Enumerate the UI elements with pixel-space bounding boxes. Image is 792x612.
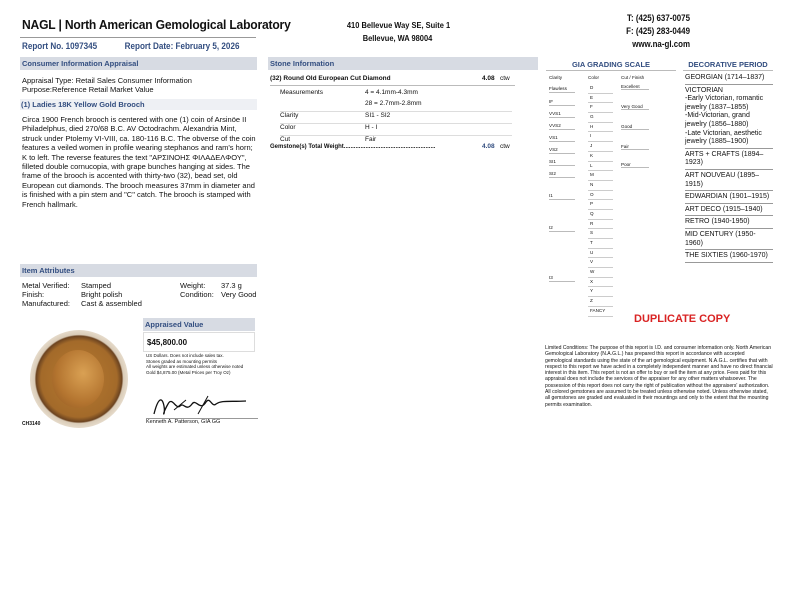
decorative-period: ART NOUVEAU (1895–1915): [685, 170, 773, 191]
clarity-grade: VS2: [549, 147, 575, 154]
clarity-grade: I3: [549, 275, 575, 282]
stone-row-value: H - I: [365, 124, 512, 136]
metal-value: Stamped: [81, 281, 112, 290]
color-grade: G: [588, 113, 613, 123]
color-grade: E: [588, 94, 613, 104]
clarity-grade: SI1: [549, 159, 575, 166]
clarity-header: Clarity: [549, 75, 563, 80]
color-grade: O: [588, 191, 613, 201]
stone-unit: ctw: [500, 75, 510, 82]
color-grade: Z: [588, 297, 613, 307]
note-stones: Stones graded as mounting permits: [146, 358, 218, 364]
brooch-photo: [30, 330, 128, 428]
cut-grade: Fair: [621, 144, 649, 150]
address-line-2: Bellevue, WA 98004: [362, 33, 433, 43]
condition-label: Condition:: [180, 290, 214, 299]
color-grade: J: [588, 142, 613, 152]
report-number: Report No. 1097345: [22, 41, 98, 51]
appraised-notes: [146, 353, 256, 375]
grading-rule: [546, 70, 676, 71]
color-grade: L: [588, 162, 613, 172]
stone-row: [280, 89, 512, 100]
clarity-grade: I2: [549, 225, 575, 232]
condition-value: Very Good: [221, 290, 257, 299]
limited-conditions: Limited Conditions: The purpose of this report is I.D. and consumer information only. North American Gemological Laboratory (N.A.G.L.) has prepared this report in accordance with accepted gemological standards using the state of the art gemological equipment. N.A.G.L. certifies that with respect to this report we have acted in a completely independent manner and have no direct financial interest in this item. This report is not an offer to buy or sell the item at any price. Fees paid for this appraisal does not include the services of the appraiser for any other matters whatsoever. The possession of this report does not carry the right of publication without the appraisers' authorization. All colored gemstones are assumed to be treated unless otherwise noted. Unless otherwise stated, all gemstones are graded and evaluated in their mountings and only to the extent that the mounting permits examination.: [545, 345, 773, 408]
total-weight-unit: ctw: [500, 143, 510, 150]
note-usd: US Dollars. Does not include sales tax.: [146, 353, 224, 358]
stone-rule: [270, 85, 515, 86]
stone-row-label: [280, 100, 365, 112]
appraisal-purpose: Purpose:Reference Retail Market Value: [22, 85, 154, 94]
stone-title: (32) Round Old European Cut Diamond: [270, 75, 391, 82]
weight-value: 37.3 g: [221, 281, 242, 290]
stone-row-label: Clarity: [280, 112, 365, 124]
color-grade: Y: [588, 287, 613, 297]
clarity-grade: VVS2: [549, 123, 575, 130]
lab-title: NAGL | North American Gemological Laboratory: [22, 17, 291, 32]
color-grade: P: [588, 200, 613, 210]
gold-price: Gold $4,875.00 (Metal Prices per Troy Oz): [146, 369, 231, 375]
decorative-title: DECORATIVE PERIOD: [688, 60, 768, 69]
color-grade: K: [588, 152, 613, 162]
stone-weight: 4.08: [482, 75, 495, 82]
item-code: CH3140: [22, 421, 41, 427]
stone-table: [280, 89, 512, 147]
decorative-period: THE SIXTIES (1960-1970): [685, 250, 773, 263]
report-line: [22, 41, 265, 51]
signature-image: [150, 392, 250, 420]
total-weight-label: Gemstone(s) Total Weight.......................................................: [270, 144, 436, 150]
clarity-grade: Flawless: [549, 86, 575, 93]
clarity-grade: VS1: [549, 135, 575, 142]
stone-row-value: Fair: [365, 136, 512, 148]
finish-value: Bright polish: [81, 290, 123, 299]
decorative-list: [685, 72, 773, 263]
website-link[interactable]: www.na-gl.com: [632, 39, 690, 49]
stone-row-value: SI1 - SI2: [365, 112, 512, 124]
color-grade: S: [588, 229, 613, 239]
color-grade: N: [588, 181, 613, 191]
stone-row-value: 4 = 4.1mm-4.3mm: [365, 89, 418, 96]
color-grade: U: [588, 249, 613, 259]
stone-row-label: Measurements: [280, 89, 323, 96]
value-box: [143, 332, 255, 352]
color-grade: T: [588, 239, 613, 249]
lab-contact: [611, 12, 690, 51]
color-grade: H: [588, 123, 613, 133]
manufactured-label: Manufactured:: [22, 299, 70, 308]
phone: T: (425) 637-0075: [627, 13, 690, 23]
duplicate-stamp: DUPLICATE COPY: [634, 313, 731, 325]
clarity-grade: I1: [549, 193, 575, 200]
total-weight-value: 4.08: [482, 143, 495, 150]
appraised-value: $45,800.00: [147, 338, 188, 347]
color-grade: F: [588, 103, 613, 113]
report-date: Report Date: February 5, 2026: [124, 41, 240, 51]
decorative-period: GEORGIAN (1714–1837): [685, 72, 773, 85]
color-grade: D: [588, 84, 613, 94]
stone-row-value: 28 = 2.7mm-2.8mm: [365, 100, 422, 107]
clarity-grade: IF: [549, 99, 575, 106]
color-grade: M: [588, 171, 613, 181]
decorative-rule: [683, 70, 773, 71]
stone-row-label: Cut: [280, 136, 365, 148]
signer-name: Kenneth A. Patterson, GIA GG: [146, 419, 221, 425]
decorative-period: MID CENTURY (1950-1960): [685, 229, 773, 250]
stone-row: [280, 112, 512, 124]
color-grade: W: [588, 268, 613, 278]
color-grade: I: [588, 132, 613, 142]
address-line-1: 410 Bellevue Way SE, Suite 1: [346, 20, 451, 30]
clarity-grade: SI2: [549, 171, 575, 178]
color-scale: [588, 84, 613, 317]
manufactured-value: Cast & assembled: [81, 299, 142, 308]
cut-header: Cut / Finish: [621, 75, 645, 80]
color-grade: R: [588, 220, 613, 230]
attributes-section-header: Item Attributes: [20, 264, 257, 277]
color-grade: Q: [588, 210, 613, 220]
stone-row: [280, 100, 512, 112]
consumer-section-header: Consumer Information Appraisal: [20, 57, 257, 70]
item-title: (1) Ladies 18K Yellow Gold Brooch: [20, 99, 257, 110]
clarity-grade: VVS1: [549, 111, 575, 118]
cut-grade: Very Good: [621, 104, 649, 110]
fax: F: (425) 283-0449: [626, 26, 690, 36]
decorative-period: EDWARDIAN (1901–1915): [685, 191, 773, 204]
metal-label: Metal Verified:: [22, 281, 70, 290]
grading-title: GIA GRADING SCALE: [571, 60, 651, 69]
stone-row: [280, 124, 512, 136]
decorative-period: VICTORIAN -Early Victorian, romantic jewelry (1837–1855) -Mid-Victorian, grand jewelry (1856–1880) -Late Victorian, aesthetic jewelry (1885–1900): [685, 85, 773, 149]
lab-address: [346, 19, 451, 45]
item-description: Circa 1900 French brooch is centered with one (1) coin of Arsinöe II Philadelphus, died 270/68 B.C. AV Octodrachm. Alexandria Mint, struck under Ptolemy VI-VIII, ca. 180-116 B.C. The obverse of the coin features a veiled women in profile wearing stephanos and ram's horn; K to left. The reverse features the text "ΑΡΣΙΝΟΗΣ ΦΙΛΑΔΕΛΦΟΥ", filleted double cornucopia, with grape bunches hanging at sides. The frame of the brooch is accented with thirty-two (32), bead set, old European cut diamonds. The brooch measures 37mm in diameter and is finished with a pin stem and "C" catch. The brooch is stamped with French hallmark.: [22, 115, 256, 209]
appraised-section-header: Appraised Value: [143, 318, 255, 331]
decorative-period: RETRO (1940-1950): [685, 216, 773, 229]
weight-label: Weight:: [180, 281, 206, 290]
stone-section-header: Stone Information: [268, 57, 538, 70]
color-grade: X: [588, 278, 613, 288]
cut-grade: Excellent: [621, 84, 649, 90]
cut-grade: Poor: [621, 162, 649, 168]
color-grade: V: [588, 258, 613, 268]
stone-row-label: Color: [280, 124, 365, 136]
header-rule: [20, 37, 256, 38]
note-weights: All weights are estimated unless otherwise noted: [146, 364, 244, 369]
decorative-period: ART DECO (1915–1940): [685, 204, 773, 217]
color-header: Color: [588, 75, 599, 80]
cut-grade: Good: [621, 124, 649, 130]
color-grade: FANCY: [588, 307, 613, 317]
finish-label: Finish:: [22, 290, 45, 299]
appraisal-type: Appraisal Type: Retail Sales Consumer Information: [22, 76, 192, 85]
decorative-period: ARTS + CRAFTS (1894–1923): [685, 149, 773, 170]
